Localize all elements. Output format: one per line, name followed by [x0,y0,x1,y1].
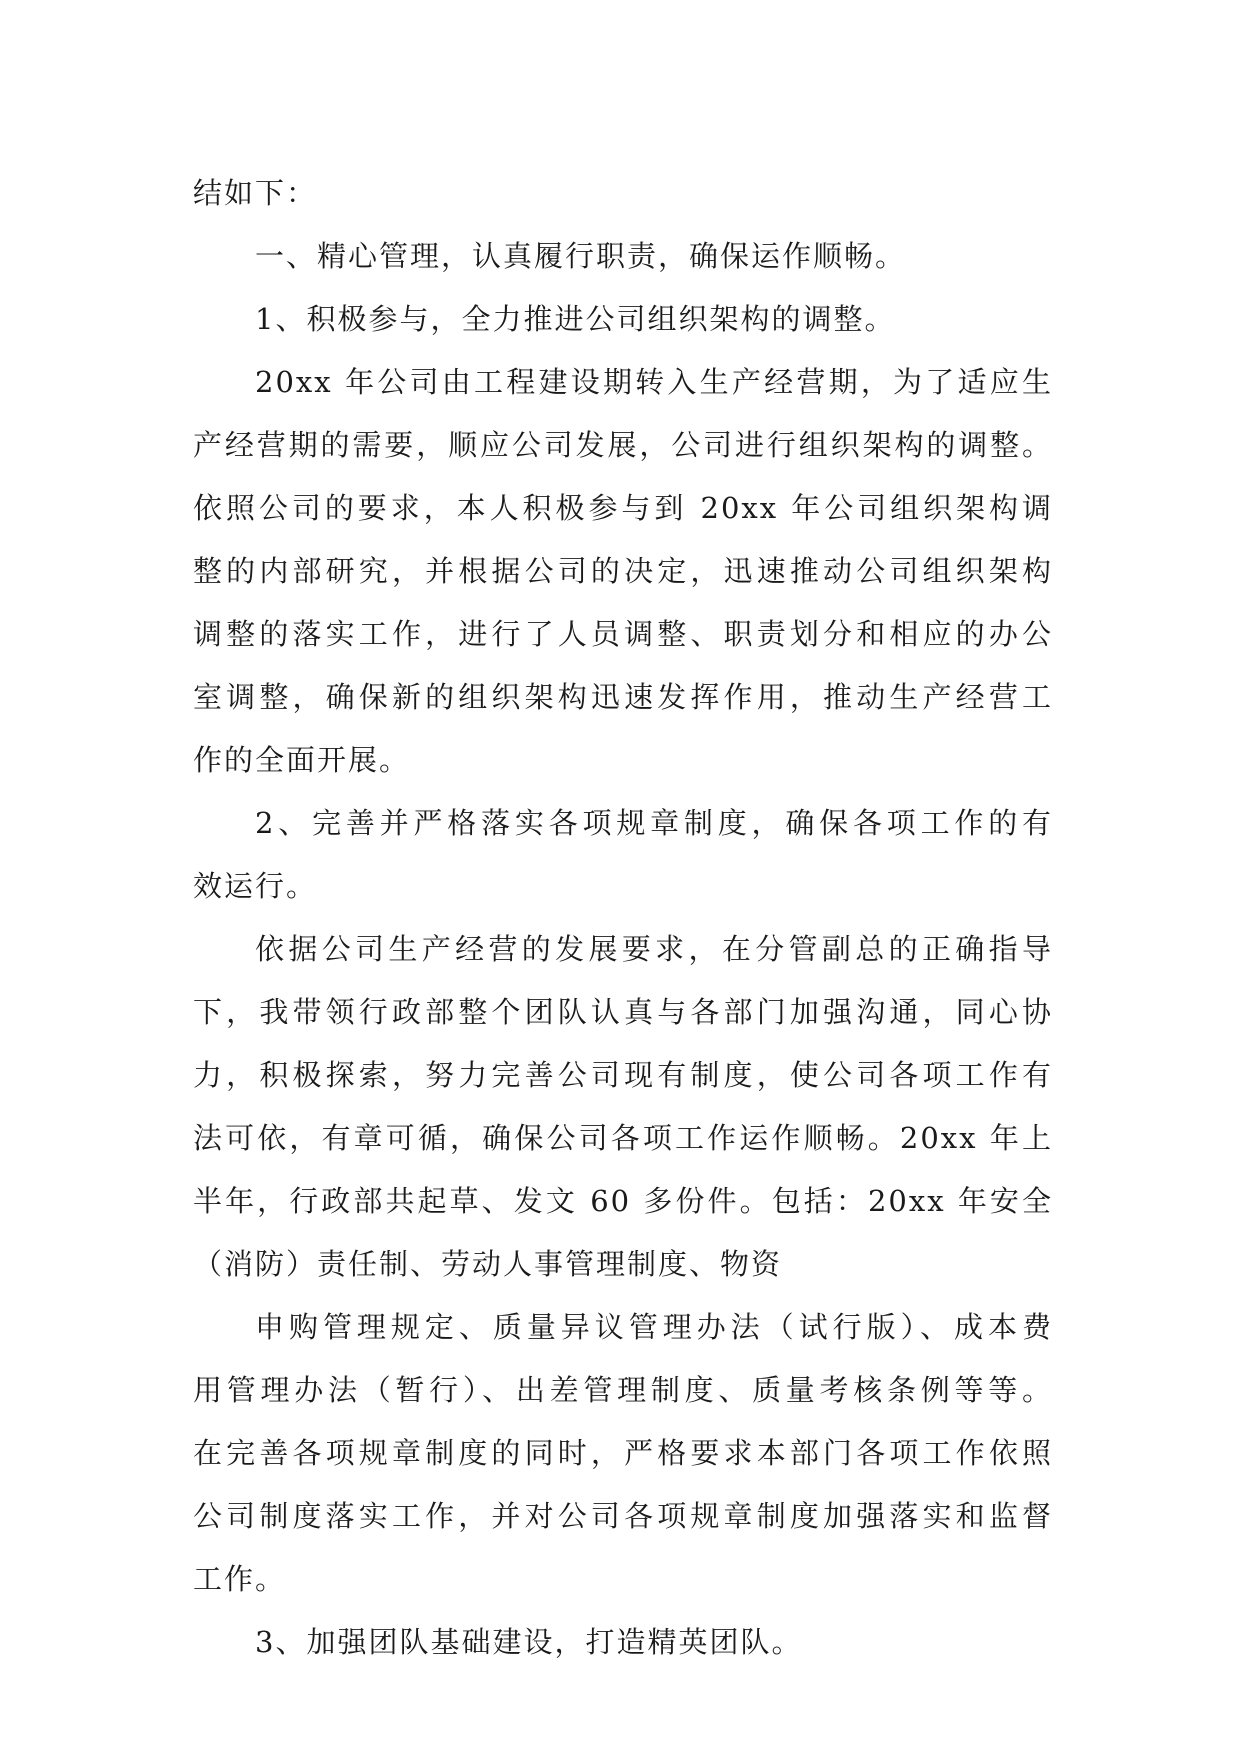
text-line: 法可依，有章可循，确保公司各项工作运作顺畅。20xx 年上 [193,1121,1053,1155]
text-line: 3、加强团队基础建设，打造精英团队。 [255,1625,803,1659]
text-line: 依据公司生产经营的发展要求，在分管副总的正确指导 [255,932,1053,966]
text-line: 效运行。 [193,869,318,903]
text-line: 调整的落实工作，进行了人员调整、职责划分和相应的办公 [193,617,1053,651]
text-line: 20xx 年公司由工程建设期转入生产经营期，为了适应生 [255,365,1053,399]
text-line: 作的全面开展。 [193,743,411,777]
text-line: 工作。 [193,1562,287,1596]
text-line: 下，我带领行政部整个团队认真与各部门加强沟通，同心协 [193,995,1053,1029]
text-line: 公司制度落实工作，并对公司各项规章制度加强落实和监督 [193,1499,1053,1533]
text-line: 半年，行政部共起草、发文 60 多份件。包括：20xx 年安全 [193,1184,1053,1218]
text-line: 室调整，确保新的组织架构迅速发挥作用，推动生产经营工 [193,680,1053,714]
text-line: 结如下： [193,176,318,210]
text-line: 一、精心管理，认真履行职责，确保运作顺畅。 [255,239,907,273]
text-line: 申购管理规定、质量异议管理办法（试行版）、成本费 [255,1310,1053,1344]
text-line: 在完善各项规章制度的同时，严格要求本部门各项工作依照 [193,1436,1053,1470]
text-line: 力，积极探索，努力完善公司现有制度，使公司各项工作有 [193,1058,1053,1092]
text-line: 2、完善并严格落实各项规章制度，确保各项工作的有 [255,806,1053,840]
document-body [193,162,1053,1674]
text-line: 用管理办法（暂行）、出差管理制度、质量考核条例等等。 [193,1373,1053,1407]
text-line: 依照公司的要求，本人积极参与到 20xx 年公司组织架构调 [193,491,1053,525]
text-line: 产经营期的需要，顺应公司发展，公司进行组织架构的调整。 [193,428,1053,462]
text-line: 整的内部研究，并根据公司的决定，迅速推动公司组织架构 [193,554,1053,588]
text-line: （消防）责任制、劳动人事管理制度、物资 [193,1247,783,1281]
text-line: 1、积极参与，全力推进公司组织架构的调整。 [255,302,896,336]
